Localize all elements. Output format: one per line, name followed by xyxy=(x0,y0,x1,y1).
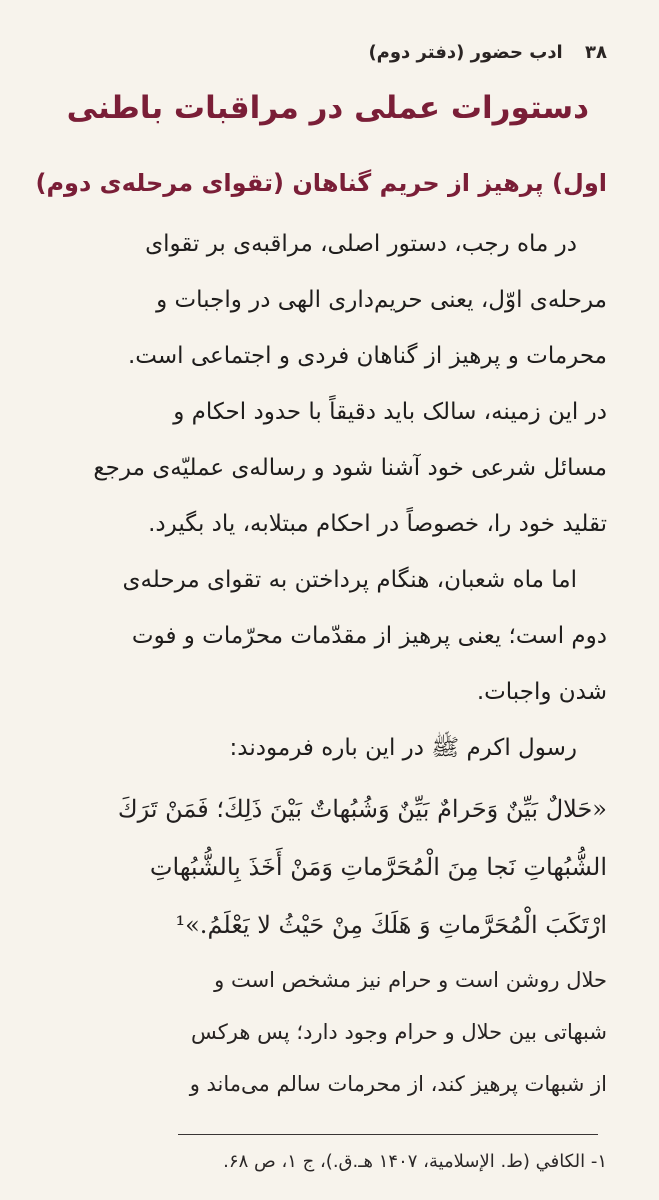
hadith-line: ارْتَكَبَ الْمُحَرَّماتِ وَ هَلَكَ مِنْ حَيْثُ لا يَعْلَمُ.»¹ xyxy=(175,911,607,939)
section-body xyxy=(28,216,607,776)
hadith-line: الشُّبُهاتِ نَجا مِنَ الْمُحَرَّماتِ وَمَنْ أَخَذَ بِالشُّبُهاتِ xyxy=(149,853,607,881)
hadith-line: «حَلالٌ بَيِّنٌ وَحَرامٌ بَيِّنٌ وَشُبُهاتٌ بَيْنَ ذَلِكَ؛ فَمَنْ تَرَكَ xyxy=(117,795,607,823)
hadith-quote xyxy=(28,780,607,954)
section-heading: اول) پرهیز از حریم گناهان (تقوای مرحله‌ی دوم) xyxy=(35,169,607,197)
body-line: دوم است؛ یعنی پرهیز از مقدّمات محرّمات و فوت xyxy=(131,623,607,649)
translation-line: شبهاتی بین حلال و حرام وجود دارد؛ پس هرکس xyxy=(191,1020,607,1044)
body-line: مسائل شرعی خود آشنا شود و رساله‌ی عملیّه‌ی مرجع xyxy=(93,455,607,481)
body-line: تقلید خود را، خصوصاً در احکام مبتلابه، یاد بگیرد. xyxy=(148,511,607,537)
body-line: در ماه رجب، دستور اصلی، مراقبه‌ی بر تقوای xyxy=(145,231,577,257)
book-title: ادب حضور (دفتر دوم) xyxy=(368,42,563,63)
body-line: مرحله‌ی اوّل، یعنی حریم‌داری الهی در واجبات و xyxy=(156,287,607,313)
page-number: ۳۸ xyxy=(585,42,607,63)
body-line: در این زمینه، سالک باید دقیقاً با حدود احکام و xyxy=(173,399,607,425)
hadith-translation xyxy=(28,954,607,1110)
translation-line: از شبهات پرهیز کند، از محرمات سالم می‌ماند و xyxy=(189,1072,607,1096)
chapter-title: دستورات عملی در مراقبات باطنی xyxy=(66,90,589,126)
translation-line: حلال روشن است و حرام نیز مشخص است و xyxy=(214,968,607,992)
page-header xyxy=(28,34,607,72)
footnote-divider xyxy=(178,1134,598,1135)
body-line: شدن واجبات. xyxy=(476,679,607,705)
body-line: رسول اکرم ﷺ در این باره فرمودند: xyxy=(229,735,577,761)
body-line: محرمات و پرهیز از گناهان فردی و اجتماعی است. xyxy=(127,343,607,369)
body-line: اما ماه شعبان، هنگام پرداختن به تقوای مرحله‌ی xyxy=(122,567,577,593)
footnote: ۱- الکافي (ط. الإسلامیة، ۱۴۰۷ هـ.ق.)، ج ۱، ص ۶۸. xyxy=(223,1151,607,1172)
